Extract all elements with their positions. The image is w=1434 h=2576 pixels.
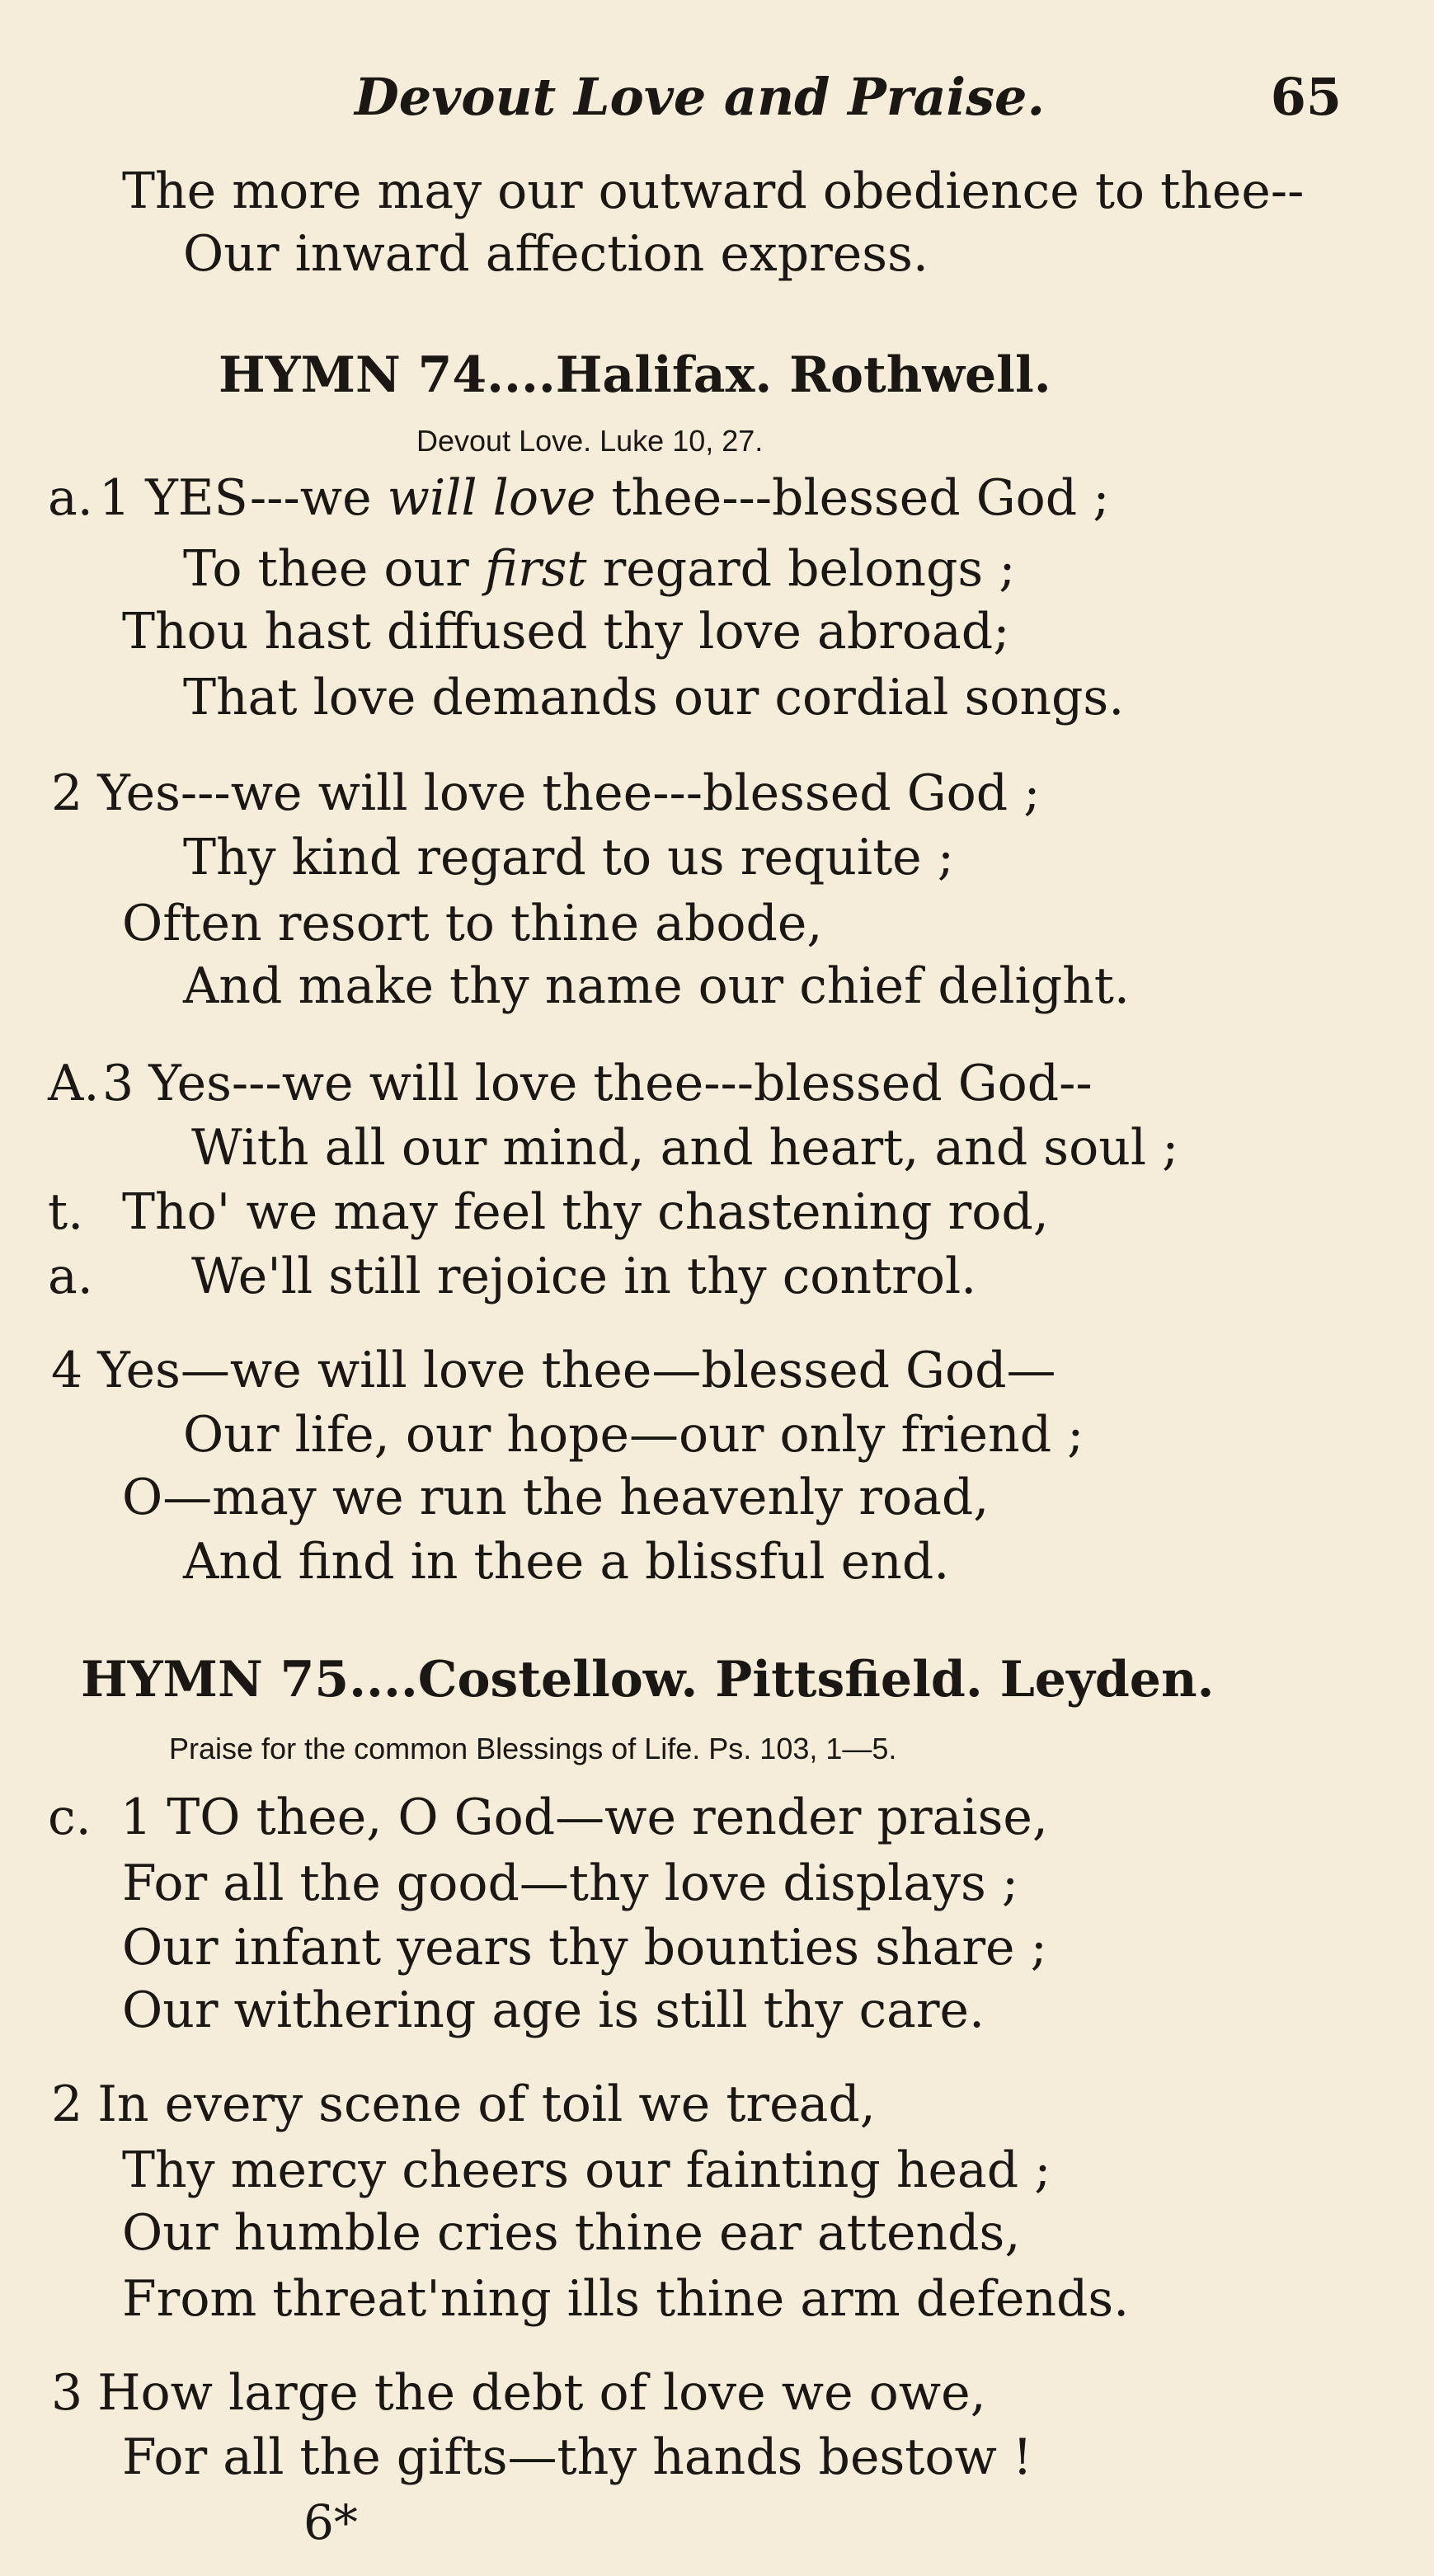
stanza-number: 4 bbox=[51, 1342, 83, 1399]
hymn-75-subtitle: Praise for the common Blessings of Life. Ps. 103, 1—5. bbox=[169, 1732, 897, 1765]
verse-line: 1 YES---we will love thee---blessed God ; bbox=[99, 469, 1110, 527]
performance-mark: t. bbox=[48, 1183, 84, 1241]
verse-line: O—may we run the heavenly road, bbox=[122, 1469, 990, 1526]
verse-line: 1 TO thee, O God—we render praise, bbox=[120, 1789, 1048, 1846]
performance-mark: a. bbox=[48, 469, 93, 527]
verse-line: Thy kind regard to us requite ; bbox=[183, 829, 954, 886]
verse-line: To thee our first regard belongs ; bbox=[183, 540, 1016, 598]
stanza-number: 3 bbox=[51, 2364, 83, 2422]
performance-mark: A. bbox=[48, 1055, 100, 1112]
verse-line: Our life, our hope—our only friend ; bbox=[183, 1406, 1084, 1464]
stanza-number: 2 bbox=[51, 2075, 83, 2133]
hymn-tunes: Costellow. Pittsfield. Leyden. bbox=[417, 1651, 1215, 1709]
stanza-number: 1 bbox=[99, 469, 131, 527]
verse-line: We'll still rejoice in thy control. bbox=[191, 1248, 977, 1305]
verse-line: Tho' we may feel thy chastening rod, bbox=[122, 1183, 1049, 1241]
stanza-number: 1 bbox=[120, 1789, 153, 1846]
verse-line: Thou hast diffused thy love abroad; bbox=[122, 603, 1010, 660]
verse-line: From threat'ning ills thine arm defends. bbox=[122, 2270, 1130, 2328]
performance-mark: a. bbox=[48, 1248, 93, 1305]
hymn-number: HYMN 74.... bbox=[219, 346, 556, 404]
verse-line: Thy mercy cheers our fainting head ; bbox=[122, 2141, 1051, 2199]
verse-line: 2 In every scene of toil we tread, bbox=[51, 2075, 876, 2133]
verse-line: 3 Yes---we will love thee---blessed God-- bbox=[102, 1055, 1093, 1112]
verse-line: With all our mind, and heart, and soul ; bbox=[191, 1119, 1179, 1177]
hymn-75-heading bbox=[81, 1649, 1214, 1710]
continuation-line: Our inward affection express. bbox=[183, 225, 929, 283]
verse-line: Our infant years thy bounties share ; bbox=[122, 1919, 1047, 1977]
hymn-number: HYMN 75.... bbox=[81, 1651, 418, 1709]
verse-line: Our withering age is still thy care. bbox=[122, 1981, 985, 2039]
stanza-number: 3 bbox=[102, 1055, 134, 1112]
hymn-74-heading bbox=[219, 345, 1051, 406]
page-number: 65 bbox=[1270, 67, 1342, 127]
verse-line: For all the good—thy love displays ; bbox=[122, 1854, 1019, 1912]
hymn-tunes: Halifax. Rothwell. bbox=[555, 346, 1051, 404]
stanza-number: 2 bbox=[51, 764, 83, 822]
verse-line: Our humble cries thine ear attends, bbox=[122, 2204, 1021, 2262]
verse-line: 3 How large the debt of love we owe, bbox=[51, 2364, 986, 2422]
verse-line: 2 Yes---we will love thee---blessed God ; bbox=[51, 764, 1041, 822]
verse-line: And find in thee a blissful end. bbox=[183, 1533, 950, 1591]
verse-line: Often resort to thine abode, bbox=[122, 895, 823, 952]
hymn-74-subtitle: Devout Love. Luke 10, 27. bbox=[416, 424, 764, 458]
verse-line: And make thy name our chief delight. bbox=[183, 957, 1130, 1015]
signature-mark: 6* bbox=[303, 2494, 358, 2550]
verse-line: 4 Yes—we will love thee—blessed God— bbox=[51, 1342, 1056, 1399]
verse-line: For all the gifts—thy hands bestow ! bbox=[122, 2428, 1033, 2486]
running-head-title: Devout Love and Praise. bbox=[355, 67, 1046, 127]
performance-mark: c. bbox=[48, 1789, 92, 1846]
verse-line: That love demands our cordial songs. bbox=[183, 669, 1125, 726]
continuation-line: The more may our outward obedience to thee-- bbox=[122, 162, 1305, 220]
